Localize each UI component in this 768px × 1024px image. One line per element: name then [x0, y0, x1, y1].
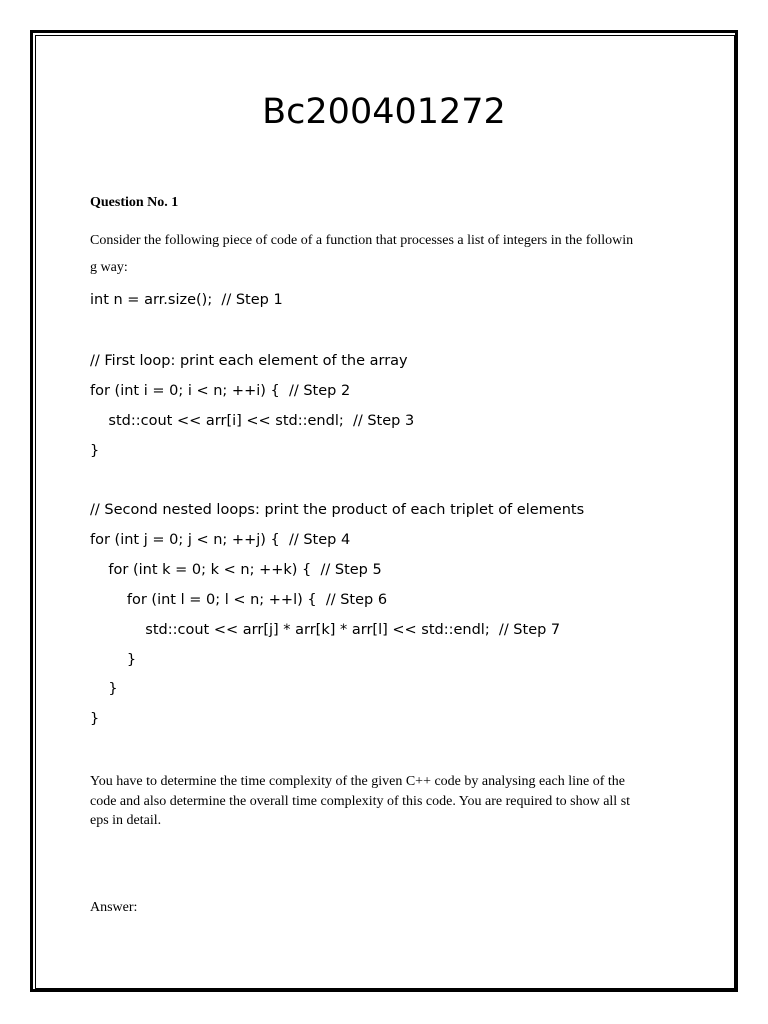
question-task-line: code and also determine the overall time complexity of this code. You are required to show all st [90, 793, 631, 809]
code-line: for (int l = 0; l < n; ++l) { // Step 6 [90, 592, 388, 608]
question-intro-line: Consider the following piece of code of a function that processes a list of integers in the followin [90, 233, 634, 248]
question-heading: Question No. 1 [90, 195, 179, 210]
code-line: } [90, 681, 118, 697]
question-intro-line: g way: [90, 260, 128, 275]
code-line: // Second nested loops: print the product of each triplet of elements [90, 502, 585, 518]
question-task-line: eps in detail. [90, 813, 162, 828]
question-task-line: You have to determine the time complexity of the given C++ code by analysing each line of the [90, 774, 625, 789]
question-task [90, 772, 690, 831]
answer-label: Answer: [90, 900, 138, 915]
code-line: } [90, 443, 100, 459]
code-line: for (int k = 0; k < n; ++k) { // Step 5 [90, 562, 382, 578]
code-line: } [90, 652, 137, 668]
code-line: for (int i = 0; i < n; ++i) { // Step 2 [90, 383, 351, 399]
code-line: } [90, 711, 100, 727]
code-line: // First loop: print each element of the array [90, 353, 408, 369]
code-line: for (int j = 0; j < n; ++j) { // Step 4 [90, 532, 351, 548]
code-line: std::cout << arr[j] * arr[k] * arr[l] << std::endl; // Step 7 [90, 622, 561, 638]
code-line: std::cout << arr[i] << std::endl; // Step 3 [90, 413, 415, 429]
code-line: int n = arr.size(); // Step 1 [90, 292, 283, 308]
document-title: Bc200401272 [262, 92, 506, 132]
question-intro [90, 227, 690, 281]
